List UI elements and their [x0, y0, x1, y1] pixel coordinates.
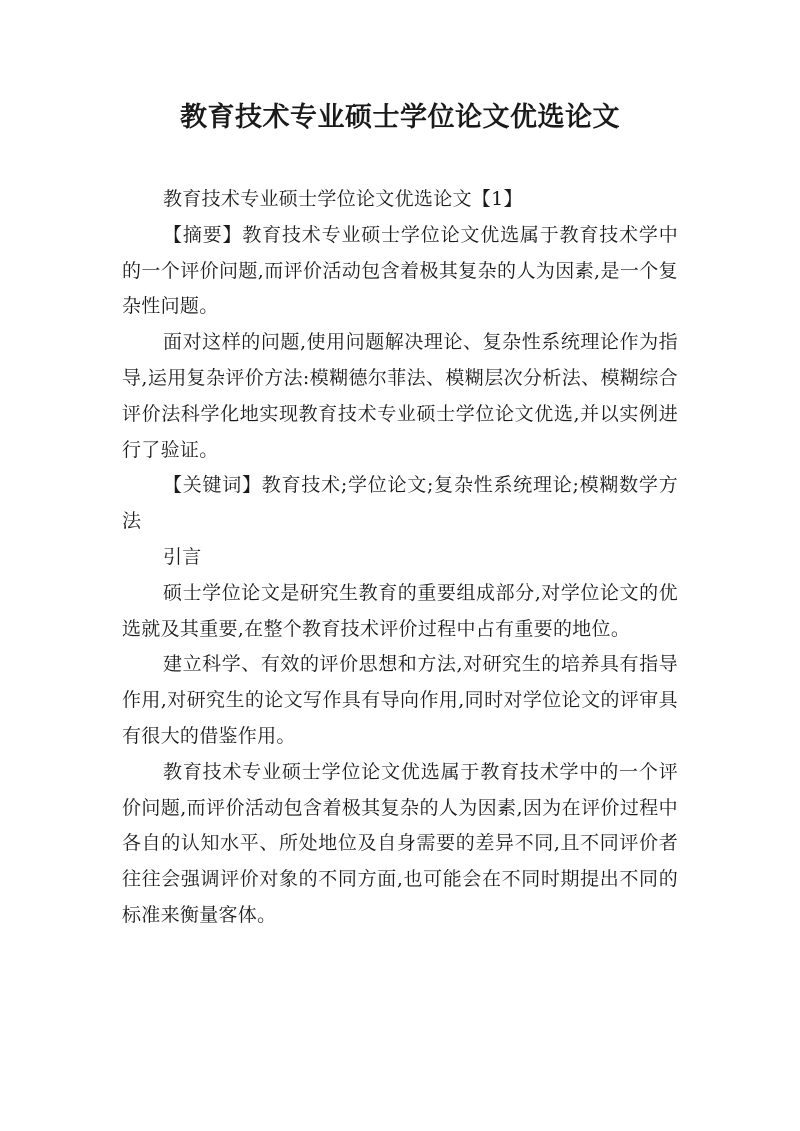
introduction-heading: 引言 — [163, 545, 202, 568]
body-paragraph: 面对这样的问题,使用问题解决理论、复杂性系统理论作为指导,运用复杂评价方法:模糊德尔菲法、模糊层次分析法、模糊综合评价法科学化地实现教育技术专业硕士学位论文优选,并以实例进行了验证。 — [122, 331, 678, 461]
page-title: 教育技术专业硕士学位论文优选论文 — [180, 102, 620, 133]
section-heading: 教育技术专业硕士学位论文优选论文【1】 — [163, 188, 523, 210]
document-body — [122, 182, 678, 934]
body-paragraph: 建立科学、有效的评价思想和方法,对研究生的培养具有指导作用,对研究生的论文写作具有导向作用,同时对学位论文的评审具有很大的借鉴作用。 — [122, 653, 678, 747]
body-paragraph: 硕士学位论文是研究生教育的重要组成部分,对学位论文的优选就及其重要,在整个教育技术评价过程中占有重要的地位。 — [122, 581, 678, 640]
keywords-paragraph: 【关键词】教育技术;学位论文;复杂性系统理论;模糊数学方法 — [122, 474, 678, 533]
body-paragraph: 教育技术专业硕士学位论文优选属于教育技术学中的一个评价问题,而评价活动包含着极其复杂的人为因素,因为在评价过程中各自的认知水平、所处地位及自身需要的差异不同,且不同评价者往往会强调评价对象的不同方面,也可能会在不同时期提出不同的标准来衡量客体。 — [122, 760, 678, 926]
abstract-paragraph: 【摘要】教育技术专业硕士学位论文优选属于教育技术学中的一个评价问题,而评价活动包含着极其复杂的人为因素,是一个复杂性问题。 — [122, 223, 678, 318]
